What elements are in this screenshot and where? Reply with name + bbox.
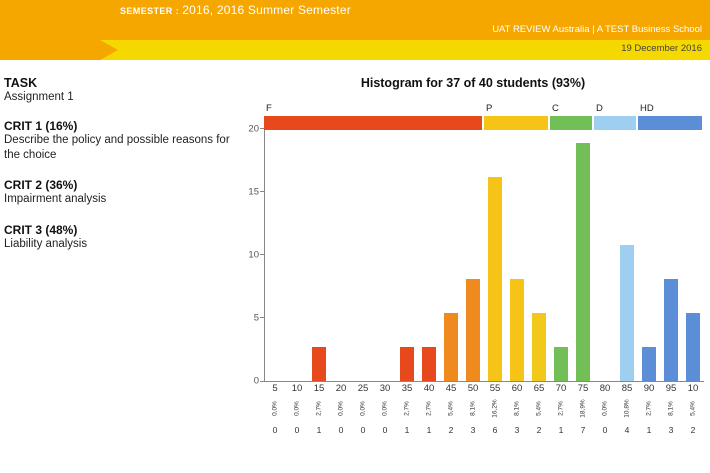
bar: [576, 143, 590, 382]
x-tick-count: 1: [404, 425, 410, 435]
crit-3-body: Liability analysis: [4, 238, 88, 251]
x-tick-percent: 2,7%: [645, 401, 653, 416]
x-tick-count: 3: [668, 425, 674, 435]
bar: [554, 347, 568, 381]
grade-band-label: C: [552, 103, 559, 114]
semester-label: SEMESTER :: [120, 6, 180, 16]
x-tick-count: 2: [536, 425, 542, 435]
x-tick-count: 2: [690, 425, 696, 435]
x-tick-value: 60: [511, 383, 523, 394]
bar: [312, 347, 326, 381]
x-tick-percent: 5,4%: [535, 401, 543, 416]
x-tick-value: 80: [599, 383, 611, 394]
x-tick-value: 5: [272, 383, 278, 394]
grade-band-label: P: [486, 103, 493, 114]
bar: [422, 347, 436, 381]
x-tick-count: 0: [272, 425, 278, 435]
bar: [620, 245, 634, 381]
x-tick-value: 40: [423, 383, 435, 394]
y-tick-label: 0: [254, 376, 259, 387]
x-tick-count: 1: [316, 425, 322, 435]
x-tick-value: 10: [291, 383, 303, 394]
x-tick-count: 1: [426, 425, 432, 435]
grade-band-label: HD: [640, 103, 654, 114]
x-tick-value: 45: [445, 383, 457, 394]
x-tick-count: 3: [514, 425, 520, 435]
x-tick-percent: 0,0%: [601, 401, 609, 416]
bar: [488, 177, 502, 381]
x-tick-value: 85: [621, 383, 633, 394]
x-tick-value: 70: [555, 383, 567, 394]
x-tick-percent: 2,7%: [425, 401, 433, 416]
x-tick-percent: 8,1%: [513, 401, 521, 416]
x-tick-count: 1: [646, 425, 652, 435]
x-tick-count: 6: [492, 425, 498, 435]
task-name: Assignment 1: [4, 91, 74, 103]
x-tick-value: 50: [467, 383, 479, 394]
x-tick-value: 95: [665, 383, 677, 394]
x-tick-value: 65: [533, 383, 545, 394]
report-date: 19 December 2016: [621, 43, 702, 54]
bar: [642, 347, 656, 381]
crit-3-heading: CRIT 3 (48%): [4, 223, 78, 238]
x-tick-percent: 0,0%: [359, 401, 367, 416]
x-tick-percent: 8,1%: [667, 401, 675, 416]
bar: [466, 279, 480, 381]
x-tick-count: 0: [360, 425, 366, 435]
x-tick-percent: 5,4%: [447, 401, 455, 416]
semester-info: [120, 3, 351, 17]
x-tick-count: 0: [382, 425, 388, 435]
x-tick-percent: 0,0%: [337, 401, 345, 416]
x-tick-percent: 16,2%: [491, 399, 499, 418]
x-tick-percent: 2,7%: [315, 401, 323, 416]
bar: [664, 279, 678, 381]
x-tick-value: 30: [379, 383, 391, 394]
x-tick-count: 0: [602, 425, 608, 435]
x-tick-value: 25: [357, 383, 369, 394]
bar: [400, 347, 414, 381]
grade-band-label: F: [266, 103, 272, 114]
bar: [686, 313, 700, 381]
x-tick-value: 35: [401, 383, 413, 394]
x-tick-percent: 18,9%: [579, 399, 587, 418]
x-tick-group: [264, 383, 704, 473]
x-tick-count: 1: [558, 425, 564, 435]
x-tick-percent: 2,7%: [557, 401, 565, 416]
y-tick-label: 5: [254, 312, 259, 323]
chart-title: Histogram for 37 of 40 students (93%): [360, 76, 586, 90]
x-tick-value: 10: [687, 383, 699, 394]
y-tick-label: 20: [248, 123, 259, 134]
histogram-chart: [240, 76, 706, 435]
bar-group: [264, 116, 704, 381]
task-title: TASK: [4, 76, 38, 90]
x-tick-percent: 10,8%: [623, 399, 631, 418]
y-tick-label: 15: [248, 186, 259, 197]
y-tick-label: 10: [248, 249, 259, 260]
task-panel: [4, 76, 234, 268]
x-tick-value: 75: [577, 383, 589, 394]
bar: [510, 279, 524, 381]
crit-2-heading: CRIT 2 (36%): [4, 178, 78, 193]
x-tick-percent: 0,0%: [271, 401, 279, 416]
grade-band-label: D: [596, 103, 603, 114]
bar: [532, 313, 546, 381]
school-name: UAT REVIEW Australia | A TEST Business School: [492, 24, 702, 35]
x-tick-count: 3: [470, 425, 476, 435]
x-tick-count: 0: [338, 425, 344, 435]
x-tick-count: 7: [580, 425, 586, 435]
x-tick-percent: 8,1%: [469, 401, 477, 416]
semester-value: 2016, 2016 Summer Semester: [182, 3, 351, 17]
x-tick-percent: 0,0%: [381, 401, 389, 416]
x-tick-percent: 5,4%: [689, 401, 697, 416]
x-tick-value: 20: [335, 383, 347, 394]
x-axis: [264, 381, 704, 382]
crit-1-body: Describe the policy and possible reasons for the choice: [4, 134, 230, 161]
x-tick-count: 4: [624, 425, 630, 435]
crit-1-heading: CRIT 1 (16%): [4, 119, 78, 133]
bar: [444, 313, 458, 381]
x-tick-percent: 2,7%: [403, 401, 411, 416]
x-tick-value: 15: [313, 383, 325, 394]
header-bar-top: [0, 0, 710, 22]
x-tick: [680, 383, 706, 435]
x-tick-value: 90: [643, 383, 655, 394]
x-tick-count: 2: [448, 425, 454, 435]
x-tick-count: 0: [294, 425, 300, 435]
header-orange-tab: [0, 40, 100, 60]
crit-2-body: Impairment analysis: [4, 193, 107, 206]
x-tick-percent: 0,0%: [293, 401, 301, 416]
x-tick-value: 55: [489, 383, 501, 394]
